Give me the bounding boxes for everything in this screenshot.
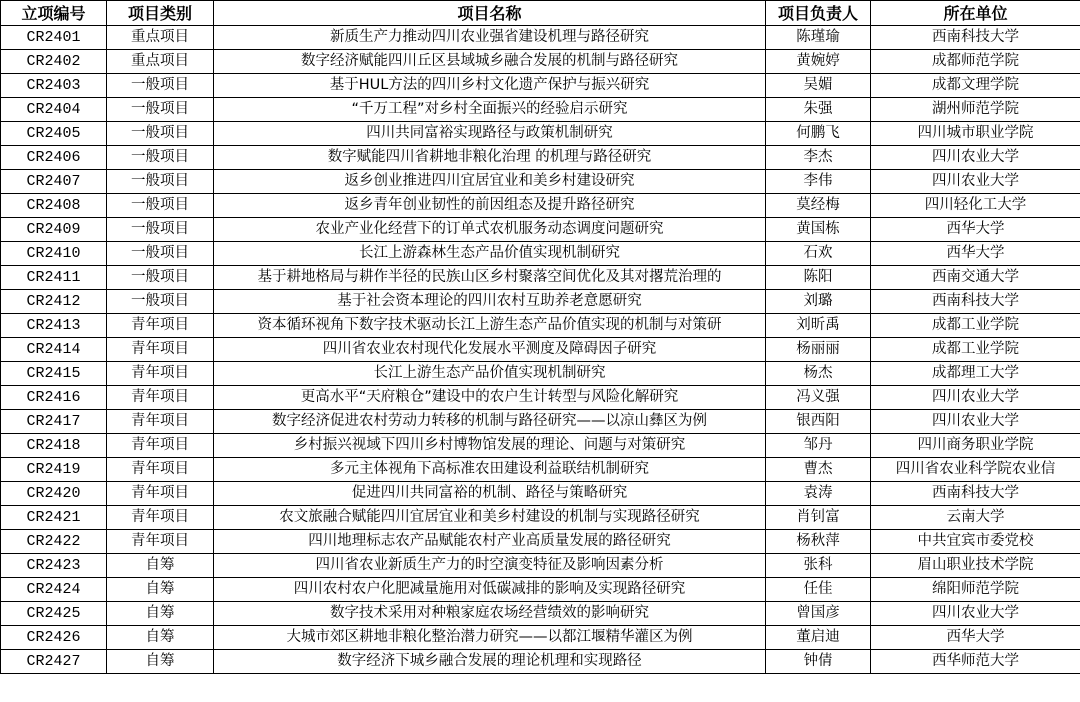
project-title-cell: 四川省农业新质生产力的时空演变特征及影响因素分析 — [214, 554, 766, 578]
project-unit-cell: 中共宜宾市委党校 — [871, 530, 1080, 554]
project-leader-cell: 黄国栋 — [766, 218, 871, 242]
project-code-cell: CR2411 — [1, 266, 107, 290]
project-code-cell: CR2419 — [1, 458, 107, 482]
table-row — [1, 338, 1080, 362]
table-row — [1, 410, 1080, 434]
project-leader-cell: 黄婉婷 — [766, 50, 871, 74]
header-category: 项目类别 — [107, 1, 214, 26]
header-leader: 项目负责人 — [766, 1, 871, 26]
project-unit-cell: 四川商务职业学院 — [871, 434, 1080, 458]
project-unit-cell: 眉山职业技术学院 — [871, 554, 1080, 578]
table-row — [1, 50, 1080, 74]
table-row — [1, 362, 1080, 386]
project-unit-cell: 云南大学 — [871, 506, 1080, 530]
project-unit-cell: 成都文理学院 — [871, 74, 1080, 98]
project-category-cell: 一般项目 — [107, 170, 214, 194]
project-leader-cell: 杨杰 — [766, 362, 871, 386]
project-title-cell: 返乡青年创业韧性的前因组态及提升路径研究 — [214, 194, 766, 218]
table-row — [1, 314, 1080, 338]
project-unit-cell: 绵阳师范学院 — [871, 578, 1080, 602]
project-unit-cell: 四川城市职业学院 — [871, 122, 1080, 146]
project-title-cell: 基于社会资本理论的四川农村互助养老意愿研究 — [214, 290, 766, 314]
project-leader-cell: 冯义强 — [766, 386, 871, 410]
project-code-cell: CR2427 — [1, 650, 107, 674]
project-title-cell: 返乡创业推进四川宜居宜业和美乡村建设研究 — [214, 170, 766, 194]
table-row — [1, 26, 1080, 50]
project-leader-cell: 张科 — [766, 554, 871, 578]
table-row — [1, 578, 1080, 602]
project-category-cell: 一般项目 — [107, 98, 214, 122]
project-unit-cell: 湖州师范学院 — [871, 98, 1080, 122]
project-leader-cell: 杨丽丽 — [766, 338, 871, 362]
project-leader-cell: 任佳 — [766, 578, 871, 602]
project-leader-cell: 曹杰 — [766, 458, 871, 482]
project-leader-cell: 银西阳 — [766, 410, 871, 434]
project-title-cell: 基于耕地格局与耕作半径的民族山区乡村聚落空间优化及其对撂荒治理的 — [214, 266, 766, 290]
project-unit-cell: 成都工业学院 — [871, 314, 1080, 338]
project-code-cell: CR2413 — [1, 314, 107, 338]
project-leader-cell: 何鹏飞 — [766, 122, 871, 146]
project-leader-cell: 莫经梅 — [766, 194, 871, 218]
table-row — [1, 434, 1080, 458]
project-unit-cell: 四川农业大学 — [871, 410, 1080, 434]
project-title-cell: 四川地理标志农产品赋能农村产业高质量发展的路径研究 — [214, 530, 766, 554]
header-title: 项目名称 — [214, 1, 766, 26]
project-unit-cell: 四川农业大学 — [871, 146, 1080, 170]
project-unit-cell: 西南科技大学 — [871, 482, 1080, 506]
project-code-cell: CR2406 — [1, 146, 107, 170]
project-title-cell: 基于HUL方法的四川乡村文化遗产保护与振兴研究 — [214, 74, 766, 98]
table-row — [1, 530, 1080, 554]
project-leader-cell: 董启迪 — [766, 626, 871, 650]
table-row — [1, 74, 1080, 98]
project-code-cell: CR2417 — [1, 410, 107, 434]
table-row — [1, 650, 1080, 674]
project-category-cell: 青年项目 — [107, 410, 214, 434]
project-code-cell: CR2423 — [1, 554, 107, 578]
project-category-cell: 一般项目 — [107, 290, 214, 314]
project-category-cell: 重点项目 — [107, 50, 214, 74]
project-unit-cell: 西华大学 — [871, 218, 1080, 242]
table-row — [1, 602, 1080, 626]
project-title-cell: “千万工程”对乡村全面振兴的经验启示研究 — [214, 98, 766, 122]
project-title-cell: 数字经济促进农村劳动力转移的机制与路径研究——以凉山彝区为例 — [214, 410, 766, 434]
project-code-cell: CR2409 — [1, 218, 107, 242]
project-code-cell: CR2421 — [1, 506, 107, 530]
project-leader-cell: 李伟 — [766, 170, 871, 194]
project-leader-cell: 石欢 — [766, 242, 871, 266]
table-row — [1, 506, 1080, 530]
project-title-cell: 数字技术采用对种粮家庭农场经营绩效的影响研究 — [214, 602, 766, 626]
project-category-cell: 青年项目 — [107, 386, 214, 410]
project-unit-cell: 西华师范大学 — [871, 650, 1080, 674]
project-category-cell: 自筹 — [107, 554, 214, 578]
project-leader-cell: 杨秋萍 — [766, 530, 871, 554]
project-leader-cell: 吴媚 — [766, 74, 871, 98]
project-unit-cell: 四川农业大学 — [871, 170, 1080, 194]
project-title-cell: 农文旅融合赋能四川宜居宜业和美乡村建设的机制与实现路径研究 — [214, 506, 766, 530]
project-leader-cell: 陈阳 — [766, 266, 871, 290]
table-row — [1, 266, 1080, 290]
project-code-cell: CR2425 — [1, 602, 107, 626]
project-title-cell: 新质生产力推动四川农业强省建设机理与路径研究 — [214, 26, 766, 50]
project-leader-cell: 陈瑾瑜 — [766, 26, 871, 50]
table-row — [1, 386, 1080, 410]
project-title-cell: 数字赋能四川省耕地非粮化治理 的机理与路径研究 — [214, 146, 766, 170]
project-title-cell: 长江上游森林生态产品价值实现机制研究 — [214, 242, 766, 266]
table-row — [1, 146, 1080, 170]
project-unit-cell: 成都工业学院 — [871, 338, 1080, 362]
project-category-cell: 青年项目 — [107, 338, 214, 362]
table-row — [1, 482, 1080, 506]
project-title-cell: 农业产业化经营下的订单式农机服务动态调度问题研究 — [214, 218, 766, 242]
project-category-cell: 一般项目 — [107, 218, 214, 242]
project-leader-cell: 曾国彦 — [766, 602, 871, 626]
table-row — [1, 170, 1080, 194]
project-code-cell: CR2415 — [1, 362, 107, 386]
project-unit-cell: 西南交通大学 — [871, 266, 1080, 290]
table-row — [1, 554, 1080, 578]
project-title-cell: 资本循环视角下数字技术驱动长江上游生态产品价值实现的机制与对策研 — [214, 314, 766, 338]
project-code-cell: CR2422 — [1, 530, 107, 554]
project-category-cell: 青年项目 — [107, 434, 214, 458]
header-row — [1, 1, 1080, 26]
table-row — [1, 122, 1080, 146]
table-row — [1, 458, 1080, 482]
project-title-cell: 长江上游生态产品价值实现机制研究 — [214, 362, 766, 386]
project-category-cell: 青年项目 — [107, 482, 214, 506]
project-title-cell: 更高水平“天府粮仓”建设中的农户生计转型与风险化解研究 — [214, 386, 766, 410]
table-row — [1, 626, 1080, 650]
project-title-cell: 大城市郊区耕地非粮化整治潜力研究——以都江堰精华灌区为例 — [214, 626, 766, 650]
project-unit-cell: 西华大学 — [871, 242, 1080, 266]
project-category-cell: 青年项目 — [107, 458, 214, 482]
project-category-cell: 一般项目 — [107, 194, 214, 218]
project-code-cell: CR2405 — [1, 122, 107, 146]
table-row — [1, 194, 1080, 218]
project-leader-cell: 邹丹 — [766, 434, 871, 458]
project-unit-cell: 四川省农业科学院农业信 — [871, 458, 1080, 482]
project-title-cell: 四川共同富裕实现路径与政策机制研究 — [214, 122, 766, 146]
header-code: 立项编号 — [1, 1, 107, 26]
project-unit-cell: 成都理工大学 — [871, 362, 1080, 386]
project-category-cell: 自筹 — [107, 650, 214, 674]
project-title-cell: 多元主体视角下高标准农田建设利益联结机制研究 — [214, 458, 766, 482]
project-code-cell: CR2403 — [1, 74, 107, 98]
project-code-cell: CR2416 — [1, 386, 107, 410]
project-leader-cell: 刘昕禹 — [766, 314, 871, 338]
project-leader-cell: 刘璐 — [766, 290, 871, 314]
project-code-cell: CR2404 — [1, 98, 107, 122]
header-unit: 所在单位 — [871, 1, 1080, 26]
table-row — [1, 290, 1080, 314]
project-category-cell: 一般项目 — [107, 74, 214, 98]
project-title-cell: 四川省农业农村现代化发展水平测度及障碍因子研究 — [214, 338, 766, 362]
project-category-cell: 青年项目 — [107, 314, 214, 338]
project-code-cell: CR2407 — [1, 170, 107, 194]
project-leader-cell: 朱强 — [766, 98, 871, 122]
project-unit-cell: 四川轻化工大学 — [871, 194, 1080, 218]
project-category-cell: 重点项目 — [107, 26, 214, 50]
project-leader-cell: 李杰 — [766, 146, 871, 170]
project-title-cell: 四川农村农户化肥减量施用对低碳减排的影响及实现路径研究 — [214, 578, 766, 602]
project-category-cell: 一般项目 — [107, 242, 214, 266]
project-category-cell: 青年项目 — [107, 530, 214, 554]
table-body — [1, 26, 1080, 674]
project-unit-cell: 四川农业大学 — [871, 386, 1080, 410]
project-unit-cell: 西华大学 — [871, 626, 1080, 650]
project-code-cell: CR2420 — [1, 482, 107, 506]
project-category-cell: 一般项目 — [107, 122, 214, 146]
project-category-cell: 一般项目 — [107, 266, 214, 290]
project-title-cell: 促进四川共同富裕的机制、路径与策略研究 — [214, 482, 766, 506]
project-code-cell: CR2410 — [1, 242, 107, 266]
project-code-cell: CR2402 — [1, 50, 107, 74]
project-title-cell: 乡村振兴视域下四川乡村博物馆发展的理论、问题与对策研究 — [214, 434, 766, 458]
project-category-cell: 青年项目 — [107, 506, 214, 530]
project-code-cell: CR2426 — [1, 626, 107, 650]
project-unit-cell: 成都师范学院 — [871, 50, 1080, 74]
project-code-cell: CR2408 — [1, 194, 107, 218]
project-title-cell: 数字经济赋能四川丘区县域城乡融合发展的机制与路径研究 — [214, 50, 766, 74]
project-category-cell: 自筹 — [107, 602, 214, 626]
project-category-cell: 青年项目 — [107, 362, 214, 386]
project-category-cell: 自筹 — [107, 578, 214, 602]
project-category-cell: 一般项目 — [107, 146, 214, 170]
project-code-cell: CR2401 — [1, 26, 107, 50]
table-row — [1, 98, 1080, 122]
project-leader-cell: 袁涛 — [766, 482, 871, 506]
project-code-cell: CR2412 — [1, 290, 107, 314]
project-title-cell: 数字经济下城乡融合发展的理论机理和实现路径 — [214, 650, 766, 674]
table-row — [1, 242, 1080, 266]
project-code-cell: CR2418 — [1, 434, 107, 458]
project-unit-cell: 西南科技大学 — [871, 290, 1080, 314]
table-row — [1, 218, 1080, 242]
project-leader-cell: 钟倩 — [766, 650, 871, 674]
project-leader-cell: 肖钊富 — [766, 506, 871, 530]
project-unit-cell: 四川农业大学 — [871, 602, 1080, 626]
project-category-cell: 自筹 — [107, 626, 214, 650]
project-code-cell: CR2414 — [1, 338, 107, 362]
project-code-cell: CR2424 — [1, 578, 107, 602]
project-unit-cell: 西南科技大学 — [871, 26, 1080, 50]
